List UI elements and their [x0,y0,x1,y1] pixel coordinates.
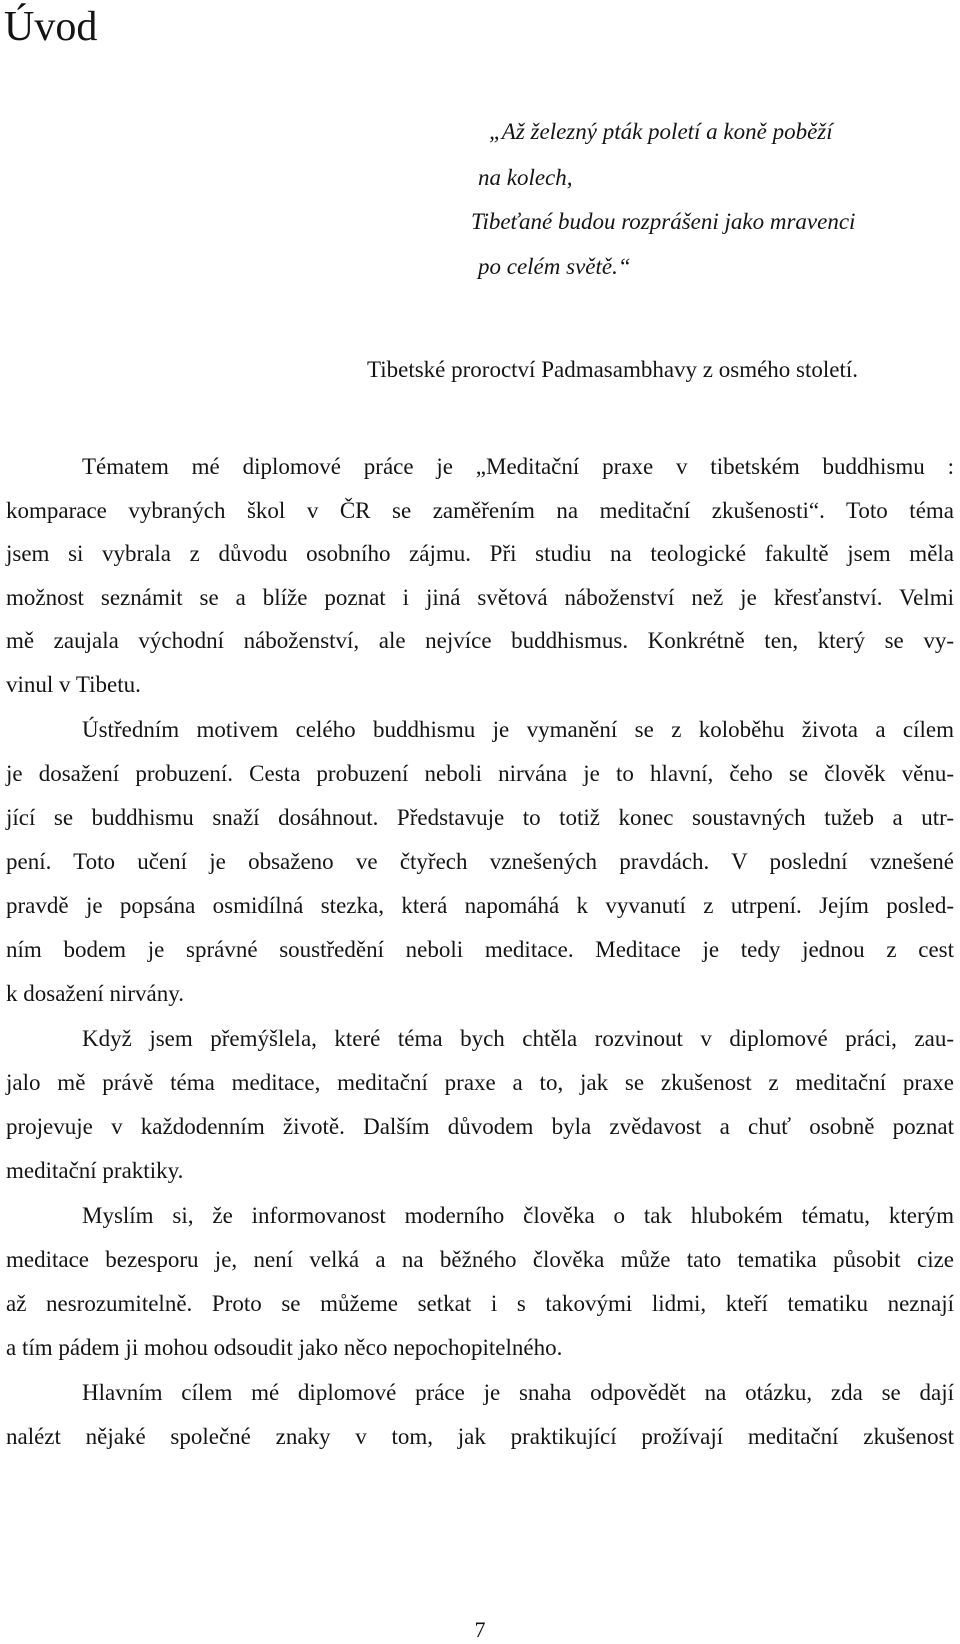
paragraph-line: meditační praktiky. [6,1158,184,1183]
epigraph-line: „Až železný pták poletí a koně poběží [489,119,833,144]
paragraph-line: nalézt nějaké společné znaky v tom, jak praktikující prožívají meditační zkušenost [6,1424,954,1449]
paragraph-line: Myslím si, že informovanost moderního člověka o tak hlubokém tématu, kterým [82,1203,954,1228]
paragraph-line: možnost seznámit se a blíže poznat i jiná světová náboženství než je křesťanství. Velmi [6,585,954,610]
paragraph-line: Hlavním cílem mé diplomové práce je snaha odpovědět na otázku, zda se dají [82,1380,954,1405]
paragraph-line: je dosažení probuzení. Cesta probuzení neboli nirvána je to hlavní, čeho se člověk věnu- [6,761,954,786]
paragraph-line: Když jsem přemýšlela, které téma bych chtěla rozvinout v diplomové práci, zau- [82,1026,954,1051]
paragraph-line: jalo mě právě téma meditace, meditační praxe a to, jak se zkušenost z meditační praxe [6,1070,954,1095]
paragraph-line: k dosažení nirvány. [6,981,184,1006]
page-title: Úvod [4,4,98,50]
paragraph-line: až nesrozumitelně. Proto se můžeme setkat i s takovými lidmi, kteří tematiku neznají [6,1291,954,1316]
paragraph-line: Tématem mé diplomové práce je „Meditační praxe v tibetském buddhismu : [82,454,954,479]
paragraph-line: pravdě je popsána osmidílná stezka, která napomáhá k vyvanutí z utrpení. Jejím posled- [6,893,954,918]
paragraph-line: pení. Toto učení je obsaženo ve čtyřech vznešených pravdách. V poslední vznešené [6,849,954,874]
paragraph-line: vinul v Tibetu. [6,672,141,697]
paragraph-line: jsem si vybrala z důvodu osobního zájmu. Při studiu na teologické fakultě jsem měla [6,541,954,566]
paragraph-line: Ústředním motivem celého buddhismu je vymanění se z koloběhu života a cílem [82,717,954,742]
epigraph-attribution: Tibetské proroctví Padmasambhavy z osmého století. [367,357,859,382]
paragraph-line: a tím pádem ji mohou odsoudit jako něco nepochopitelného. [6,1335,563,1360]
epigraph-line: po celém světě.“ [478,254,631,279]
epigraph-line: Tibeťané budou rozprášeni jako mravenci [471,209,856,234]
paragraph-line: ním bodem je správné soustředění neboli meditace. Meditace je tedy jednou z cest [6,937,954,962]
epigraph-line: na kolech, [478,165,573,190]
paragraph-line: jící se buddhismu snaží dosáhnout. Představuje to totiž konec soustavných tužeb a utr- [6,805,954,830]
paragraph-line: projevuje v každodenním životě. Dalším důvodem byla zvědavost a chuť osobně poznat [6,1114,954,1139]
paragraph-line: meditace bezesporu je, není velká a na běžného člověka může tato tematika působit cize [6,1247,954,1272]
paragraph-line: mě zaujala východní náboženství, ale nejvíce buddhismus. Konkrétně ten, který se vy- [6,628,954,653]
paragraph-line: komparace vybraných škol v ČR se zaměřením na meditační zkušenosti“. Toto téma [6,498,954,523]
page-number: 7 [474,1617,486,1642]
